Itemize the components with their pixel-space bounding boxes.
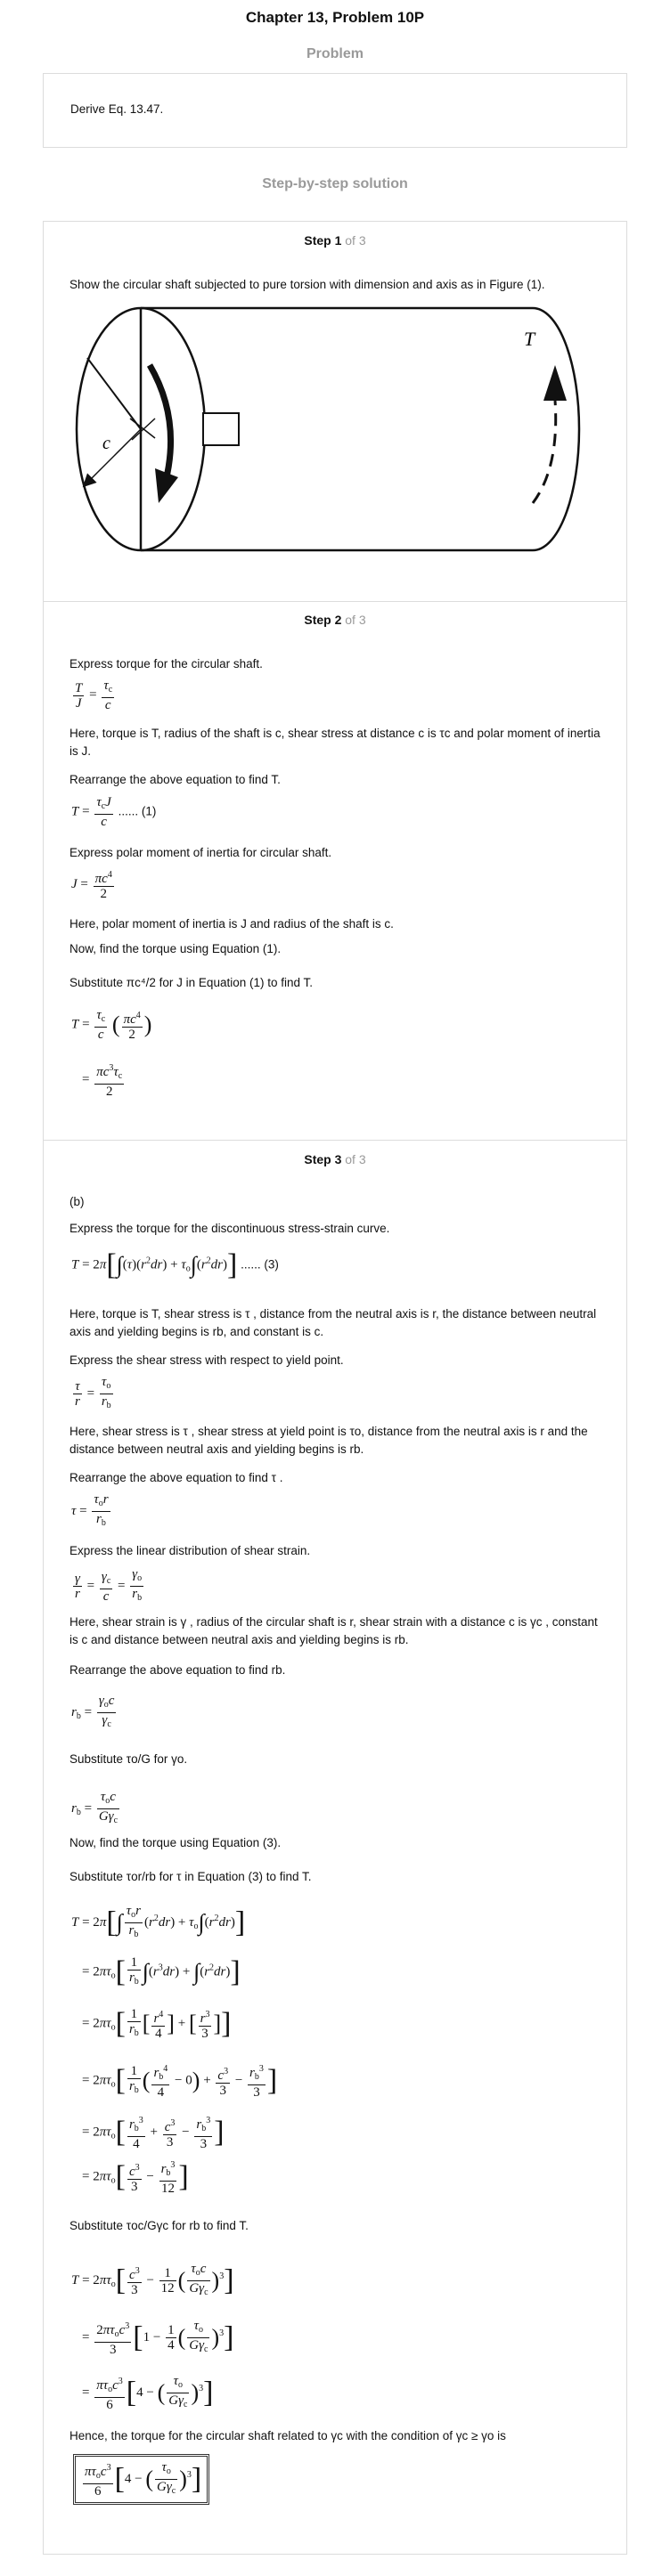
- eq-integral-3: = $2\pi\tau_o$[ $\frac{1}{r_b}$ [ $\frac{r^4}{4}$ ] + [ $\frac{r^3}{3}$ ]]: [82, 2007, 232, 2041]
- step-3-label: Step 3 of 3: [304, 1152, 366, 1166]
- step-2-line-6: Now, find the torque using Equation (1).: [69, 942, 282, 955]
- step-2-line-1: Express torque for the circular shaft.: [69, 657, 263, 670]
- shaft-figure: [69, 303, 604, 561]
- problem-box: [43, 73, 627, 148]
- radius-arrow: [87, 429, 141, 483]
- step-3-line-3: Express the shear stress with respect to yield point.: [69, 1353, 344, 1367]
- step-1-label: Step 1 of 3: [304, 233, 366, 248]
- step-3-line-4: Here, shear stress is τ , shear stress at yield point is τo, distance from the neutral axis is r and the distance between neutral axis and yielding begins is rb.: [69, 1425, 588, 1456]
- step-3-line-11: Substitute τor/rb for τ in Equation (3) to find T.: [69, 1870, 312, 1883]
- solution-heading: Step-by-step solution: [262, 176, 408, 191]
- step-2-line-2: Here, torque is T, radius of the shaft is c, shear stress at distance c is τc and polar moment of inertia is J.: [69, 727, 601, 758]
- eq-integral-2: = $2\pi\tau_o$[ $\frac{1}{r_b}$ $\int(r^3dr) + \int(r^2dr)$]: [82, 1955, 241, 1988]
- step-3-line-2: Here, torque is T, shear stress is τ , distance from the neutral axis is r, the distance between neutral axis and yielding begins is rb, and constant is c.: [69, 1307, 597, 1338]
- step-3-line-13: Hence, the torque for the circular shaft related to γc with the condition of γc ≥ γo is: [69, 2429, 506, 2442]
- step-3-line-10: Now, find the torque using Equation (3).: [69, 1836, 282, 1849]
- eq-integral-6: = $2\pi\tau_o$[ $\frac{c^3}{3}$ − $\frac{r_b^3}{12}$ ]: [82, 2160, 189, 2196]
- eq-final-2: = $\frac{2\pi\tau_oc^3}{3}$ [1 − $\frac{1}{4}$ ( $\frac{\tau_o}{G\gamma_c}$ )$^3$]: [82, 2319, 234, 2357]
- step-3-line-8: Rearrange the above equation to find rb.: [69, 1663, 286, 1677]
- label-T: T: [524, 328, 535, 350]
- problem-heading: Problem: [306, 46, 364, 61]
- step-2-line-7: Substitute πc⁴/2 for J in Equation (1) to find T.: [69, 976, 314, 989]
- step-3-line-6: Express the linear distribution of shear strain.: [69, 1544, 311, 1557]
- eq-3: $T = 2\pi[\int(\tau)(r^2dr) + \tau_o\int(r^2dr)]$ ...... (3): [71, 1248, 279, 1281]
- problem-text: Derive Eq. 13.47.: [70, 102, 164, 116]
- step-2-line-3: Rearrange the above equation to find T.: [69, 773, 281, 786]
- eq-1: T = $\frac{\tau_cJ}{c}$ ...... (1): [71, 795, 157, 829]
- label-c: c: [102, 434, 110, 453]
- eq-integral-5: = $2\pi\tau_o$[ $\frac{r_b^3}{4}$ + $\frac{c^3}{3}$ − $\frac{r_b^3}{3}$ ]: [82, 2116, 225, 2151]
- eq-shear-yield: $\frac{\tau}{r}$ = $\frac{\tau_o}{r_b}$: [71, 1375, 115, 1413]
- eq-shear-strain: $\frac{\gamma}{r}$ = $\frac{\gamma_c}{c}$ = $\frac{\gamma_o}{r_b}$: [71, 1567, 145, 1605]
- eq-torque-result: = $\frac{\pi c^3\tau_c}{2}$: [82, 1063, 123, 1099]
- page-title: Chapter 13, Problem 10P: [245, 9, 425, 26]
- torque-arrow-head: [155, 468, 178, 503]
- final-answer: $\frac{\pi\tau_oc^3}{6}$ [4 − ( $\frac{\tau_o}{G\gamma_c}$ )$^3$]: [73, 2454, 209, 2505]
- step-2-label: Step 2 of 3: [304, 613, 366, 627]
- eq-torque-substituted: T = $\frac{\tau_c}{c}$ ( $\frac{\pi c^4}{2}$ ): [71, 1008, 152, 1042]
- divider: [43, 1140, 627, 1141]
- divider: [43, 2554, 627, 2555]
- step-3-line-1: Express the torque for the discontinuous stress-strain curve.: [69, 1222, 390, 1235]
- torque-dashed-arrow: [533, 401, 556, 503]
- step-3-line-12: Substitute τoc/Gγc for rb to find T.: [69, 2219, 249, 2232]
- eq-torque-ratio: $\frac{T}{J}$ = $\frac{\tau_c}{c}$: [75, 679, 113, 712]
- divider: [43, 221, 627, 222]
- eq-polar-moment: J = $\frac{\pi c^4}{2}$: [71, 870, 112, 901]
- step-3-line-9: Substitute τo/G for γo.: [69, 1752, 188, 1766]
- eq-rb: $r_b$ = $\frac{\gamma_oc}{\gamma_c}$: [71, 1694, 118, 1732]
- step-2-line-5: Here, polar moment of inertia is J and radius of the shaft is c.: [69, 917, 394, 930]
- eq-integral-4: = $2\pi\tau_o$[ $\frac{1}{r_b}$ ( $\frac{r_b^4}{4}$ − 0) + $\frac{c^3}{3}$ − $\frac{r_b^3}{3}$ ]: [82, 2064, 278, 2100]
- divider: [43, 601, 627, 602]
- step-2-line-4: Express polar moment of inertia for circular shaft.: [69, 846, 332, 859]
- eq-final-3: = $\frac{\pi\tau_oc^3}{6}$ [4 − ( $\frac{\tau_o}{G\gamma_c}$ )$^3$]: [82, 2374, 214, 2412]
- step-3-line-7: Here, shear strain is γ , radius of the circular shaft is r, shear strain with a distance c is γc , constant is c and distance between neutral axis and yielding begins is rb.: [69, 1615, 598, 1646]
- eq-final-1: $T = 2\pi\tau_o$[ $\frac{c^3}{3}$ − $\frac{1}{12}$ ( $\frac{\tau_oc}{G\gamma_c}$ )$^3$]: [71, 2262, 234, 2300]
- step-3-line-5: Rearrange the above equation to find τ .: [69, 1471, 283, 1484]
- step-3-part: (b): [69, 1195, 85, 1208]
- solution-container: [43, 221, 627, 2554]
- eq-rb-sub: $r_b$ = $\frac{\tau_oc}{G\gamma_c}$: [71, 1790, 121, 1828]
- eq-tau: τ = $\frac{\tau_or}{r_b}$: [71, 1492, 112, 1531]
- step-1-text: Show the circular shaft subjected to pure torsion with dimension and axis as in Figure (1).: [69, 278, 545, 291]
- eq-integral-1: T = 2π[∫ $\frac{\tau_or}{r_b}$ $(r^2dr) + \tau_o\int(r^2dr)$]: [71, 1904, 245, 1942]
